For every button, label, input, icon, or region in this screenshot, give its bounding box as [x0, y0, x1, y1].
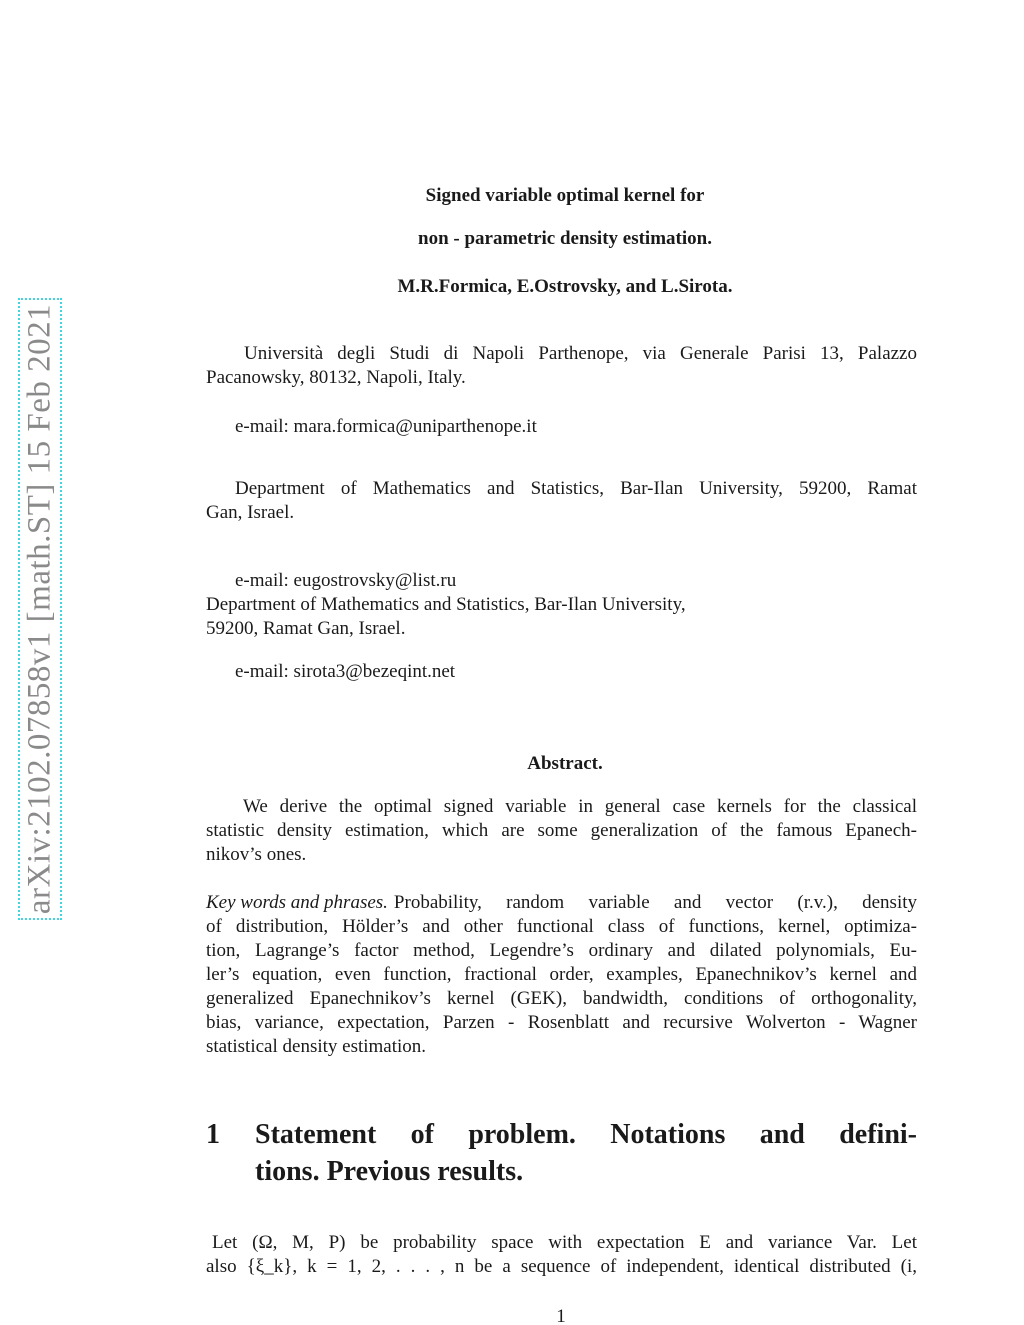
- affiliation-3: 59200, Ramat Gan, Israel.: [206, 618, 406, 639]
- affiliation-1: Pacanowsky, 80132, Napoli, Italy.: [206, 367, 466, 388]
- arxiv-id: arXiv:2102.07858v1 [math.ST] 15 Feb 2021: [21, 303, 58, 915]
- section-number: 1: [206, 1119, 220, 1150]
- keywords-line: ler’s equation, even function, fractional order, examples, Epanechnikov’s kernel and: [206, 964, 917, 985]
- authors: M.R.Formica, E.Ostrovsky, and L.Sirota.: [397, 276, 733, 297]
- keywords-line: statistical density estimation.: [206, 1036, 427, 1057]
- keywords-line: of distribution, Hölder’s and other functional class of functions, kernel, optimiza-: [206, 916, 917, 937]
- title-line-1: Signed variable optimal kernel for: [425, 185, 705, 206]
- keywords-text: Probability, random variable and vector (r.v.), density: [393, 892, 917, 913]
- body-line: Let (Ω, M, P) be probability space with expectation E and variance Var. Let: [212, 1232, 917, 1253]
- keywords-line: generalized Epanechnikov’s kernel (GEK), bandwidth, conditions of orthogonality,: [206, 988, 917, 1009]
- affiliation-2: Department of Mathematics and Statistics, Bar-Ilan University, 59200, Ramat: [235, 478, 917, 499]
- affiliation-2: Gan, Israel.: [206, 502, 295, 523]
- abstract-line: nikov’s ones.: [206, 844, 307, 865]
- abstract-line: We derive the optimal signed variable in general case kernels for the classical: [243, 796, 917, 817]
- email-2: e-mail: eugostrovsky@list.ru: [235, 570, 457, 591]
- email-1: e-mail: mara.formica@uniparthenope.it: [235, 416, 537, 437]
- affiliation-3: Department of Mathematics and Statistics, Bar-Ilan University,: [206, 594, 686, 615]
- section-heading: Statement of problem. Notations and defini-: [255, 1119, 917, 1150]
- keywords-line: [206, 891, 917, 915]
- abstract-heading: Abstract.: [527, 753, 603, 774]
- keywords-line: bias, variance, expectation, Parzen - Rosenblatt and recursive Wolverton - Wagner: [206, 1012, 917, 1033]
- affiliation-1: Università degli Studi di Napoli Parthenope, via Generale Parisi 13, Palazzo: [244, 343, 917, 364]
- body-line: also {ξ_k}, k = 1, 2, . . . , n be a sequence of independent, identical distributed (i,: [206, 1256, 917, 1277]
- keywords-line: tion, Lagrange’s factor method, Legendre’s ordinary and dilated polynomials, Eu-: [206, 940, 917, 961]
- page-number: 1: [556, 1306, 566, 1325]
- keywords-label: Key words and phrases.: [206, 892, 388, 913]
- title-line-2: non - parametric density estimation.: [418, 228, 712, 249]
- email-3: e-mail: sirota3@bezeqint.net: [235, 661, 456, 682]
- abstract-line: statistic density estimation, which are some generalization of the famous Epanech-: [206, 820, 917, 841]
- arxiv-stamp: [18, 298, 62, 920]
- section-heading: tions. Previous results.: [255, 1156, 524, 1187]
